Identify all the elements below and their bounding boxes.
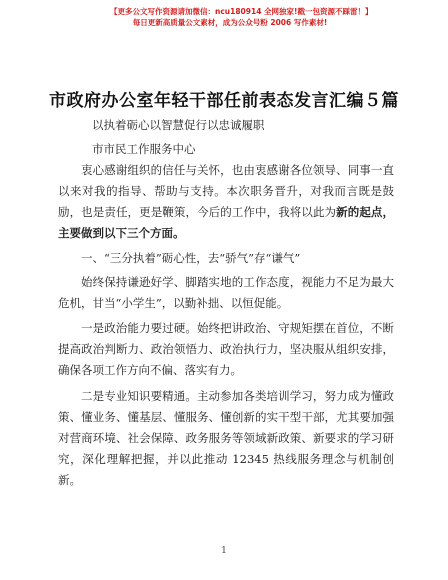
- document-title: 市政府办公室年轻干部任前表态发言汇编５篇: [49, 91, 399, 111]
- document-org: 市市民工作服务中心: [92, 142, 196, 156]
- section-heading-1: [58, 248, 394, 269]
- paragraph-intro-text: 衷心感谢组织的信任与关怀，也由衷感谢各位领导、同事一直以来对我的指导、帮助与支持。本次职务晋升，对我而言既是鼓励，也是责任，更是鞭策，今后的工作中，我将以此为: [58, 163, 394, 219]
- paragraph-intro-bold: 新的起点，主要做到以下三个方面。: [58, 205, 394, 240]
- section-heading-1-text: 一、“三分执着”砺心性，去“骄气”存“谦气”: [81, 251, 301, 265]
- paragraph-intro: [58, 160, 394, 244]
- paragraph-2: [58, 272, 394, 314]
- paragraph-4-text: 二是专业知识要精通。主动参加各类培训学习，努力成为懂政策、懂业务、懂基层、懂服务、懂创新的实干型干部，尤其要加强对营商环境、社会保障、政务服务等领域新政策、新要求的学习研究，深化理解把握，并以此推动 12345 热线服务理念与机制创新。: [58, 389, 394, 487]
- promo-line-2: 每日更新高质量公文素材，成为公众号粉 2006 写作素材!: [132, 18, 328, 27]
- page-number: 1: [221, 546, 227, 556]
- paragraph-3: [58, 318, 394, 381]
- paragraph-3-text: 一是政治能力要过硬。始终把讲政治、守规矩摆在首位，不断提高政治判断力、政治领悟力、政治执行力，坚决服从组织安排，确保各项工作方向不偏、落实有力。: [58, 321, 394, 377]
- paragraph-2-text: 始终保持谦逊好学、脚踏实地的工作态度，视能力不足为最大危机，甘当“小学生”，以勤补拙、以恒促能。: [58, 275, 394, 310]
- promo-line-1: 【更多公文写作资源请加微信：ncu180914 全网独家!戳一包资源不踩雷！】: [110, 7, 373, 16]
- paragraph-4: [58, 386, 394, 491]
- promo-banner: [110, 6, 373, 28]
- document-subtitle: 以执着砺心以智慧促行以忠诚履职: [92, 118, 265, 132]
